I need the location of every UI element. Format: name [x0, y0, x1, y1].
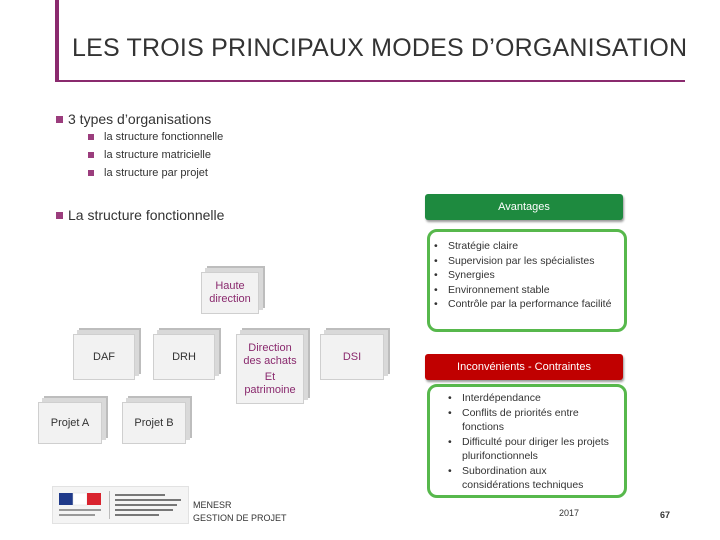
bullet-sub-2: la structure matricielle	[104, 149, 211, 161]
inconvenient-item: • Difficulté pour diriger les projets plurifonctionnels	[444, 435, 616, 464]
marianne-logo-icon	[53, 487, 188, 523]
page-number: 67	[660, 510, 671, 520]
avantage-item: • Supervision par les spécialistes	[430, 254, 620, 269]
avantages-panel	[427, 229, 627, 332]
bullet-marker	[88, 134, 94, 140]
inconvenient-item: • Conflits de priorités entre fonctions	[444, 406, 616, 435]
org-label: Haute	[215, 280, 245, 292]
footer-org: MENESR	[193, 500, 232, 510]
org-label: Et	[264, 370, 276, 383]
org-label: DSI	[342, 351, 362, 363]
bullet-marker	[56, 116, 63, 123]
org-label: DRH	[172, 351, 196, 363]
org-box-haute-direction	[201, 272, 259, 314]
org-box-projet-a	[38, 402, 102, 444]
inconvenients-header-label: Inconvénients - Contraintes	[457, 361, 591, 373]
inconvenients-panel	[427, 384, 627, 498]
avantage-item: • Environnement stable	[430, 283, 620, 298]
bullet-marker	[88, 170, 94, 176]
title-accent-bar	[55, 0, 59, 80]
org-label: DAF	[93, 351, 115, 363]
org-label: des achats	[243, 354, 297, 367]
avantage-item: • Contrôle par la performance facilité	[430, 297, 620, 312]
title-underline	[55, 80, 685, 82]
footer-subtitle: GESTION DE PROJET	[193, 513, 287, 523]
bullet-sub-1: la structure fonctionnelle	[104, 131, 224, 143]
org-box-direction-achats	[236, 334, 304, 404]
inconvenient-item: • Subordination aux considérations techniques	[444, 464, 616, 493]
org-label: Direction	[248, 341, 292, 354]
avantages-header	[425, 194, 623, 220]
avantages-header-label: Avantages	[498, 201, 550, 213]
avantage-item: • Synergies	[430, 268, 620, 283]
footer-year: 2017	[559, 508, 580, 518]
page-title: LES TROIS PRINCIPAUX MODES D’ORGANISATION	[72, 34, 688, 62]
org-label: Projet B	[134, 417, 174, 429]
org-label: patrimoine	[244, 383, 296, 396]
org-box-drh	[153, 334, 215, 380]
bullet-marker	[56, 212, 63, 219]
bullet-main-1: 3 types d’organisations	[68, 111, 212, 127]
org-label: Projet A	[50, 417, 90, 429]
ministry-logo	[52, 486, 189, 524]
inconvenient-item: • Interdépendance	[444, 391, 616, 406]
inconvenients-header	[425, 354, 623, 380]
org-box-daf	[73, 334, 135, 380]
org-box-projet-b	[122, 402, 186, 444]
bullet-main-2: La structure fonctionnelle	[68, 207, 225, 223]
org-box-dsi	[320, 334, 384, 380]
bullet-marker	[88, 152, 94, 158]
avantage-item: • Stratégie claire	[430, 239, 620, 254]
org-label: direction	[209, 293, 251, 305]
bullet-sub-3: la structure par projet	[104, 167, 208, 179]
